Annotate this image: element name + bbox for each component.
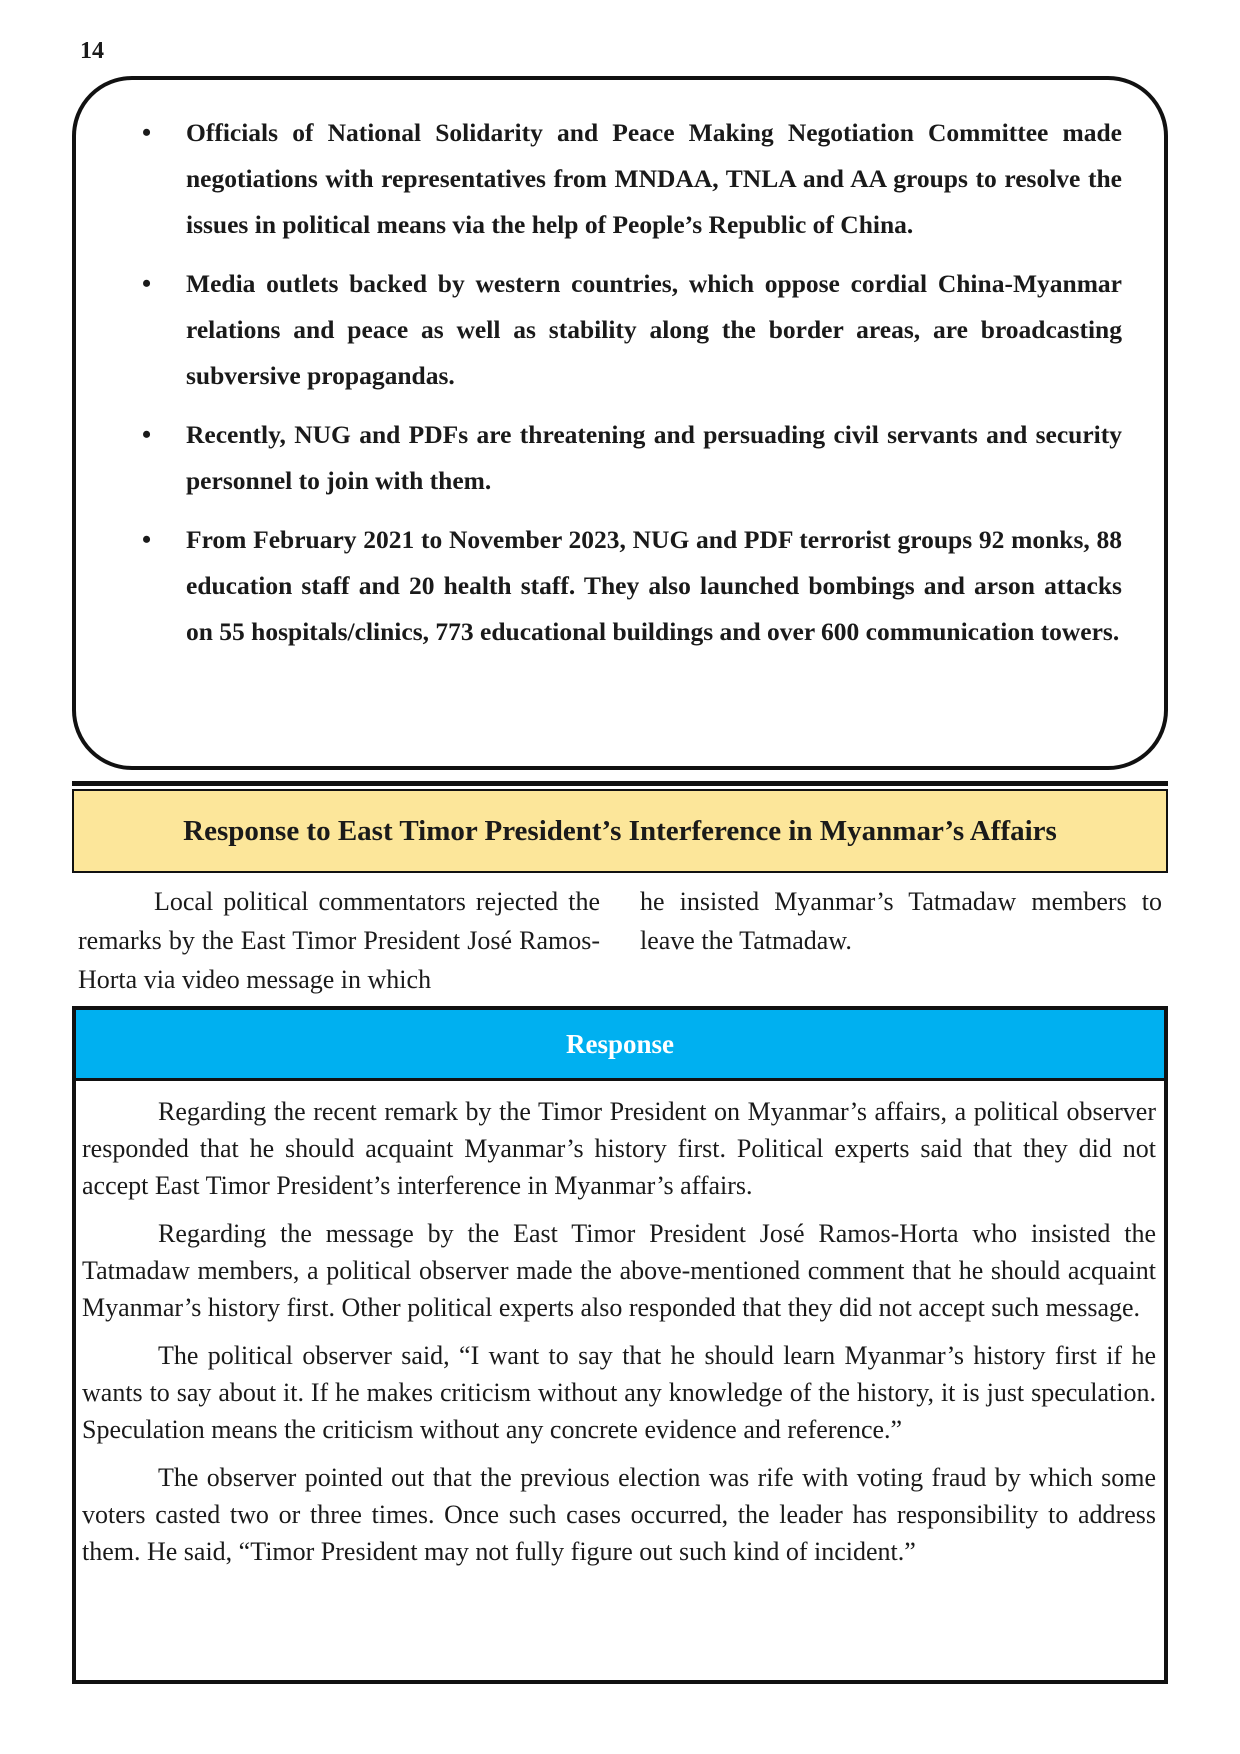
intro-column-left: Local political commentators rejected the remarks by the East Timor President José Ramos-Horta via video message in which [78, 887, 600, 994]
section-divider [72, 781, 1168, 786]
key-point-item: • Officials of National Solidarity and Peace Making Negotiation Committee made negotiations with representatives from MNDAA, TNLA and AA groups to resolve the issues in political means via the help of People’s Republic of China. [112, 110, 1122, 248]
intro-columns [78, 882, 1162, 992]
section-heading: Response to East Timor President’s Interference in Myanmar’s Affairs [72, 789, 1168, 873]
response-paragraph: Regarding the message by the East Timor President José Ramos-Horta who insisted the Tatmadaw members, a political observer made the above-mentioned comment that he should acquaint Myanmar’s history first. Other political experts also responded that they did not accept such message. [82, 1219, 1156, 1322]
response-title: Response [76, 1010, 1164, 1081]
page-number: 14 [80, 38, 104, 64]
key-point-item: • From February 2021 to November 2023, NUG and PDF terrorist groups 92 monks, 88 education staff and 20 health staff. They also launched bombings and arson attacks on 55 hospitals/clinics, 773 educational buildings and over 600 communication towers. [112, 517, 1122, 655]
key-point-item: • Media outlets backed by western countries, which oppose cordial China-Myanmar relations and peace as well as stability along the border areas, are broadcasting subversive propagandas. [112, 261, 1122, 399]
key-point-item: • Recently, NUG and PDFs are threatening and persuading civil servants and security personnel to join with them. [112, 412, 1122, 504]
response-paragraph: The political observer said, “I want to say that he should learn Myanmar’s history first if he wants to say about it. If he makes criticism without any knowledge of the history, it is just speculation. Speculation means the criticism without any concrete evidence and reference.” [82, 1341, 1156, 1444]
response-paragraph: Regarding the recent remark by the Timor President on Myanmar’s affairs, a political observer responded that he should acquaint Myanmar’s history first. Political experts said that they did not accept East Timor President’s interference in Myanmar’s affairs. [82, 1097, 1156, 1200]
key-points-box [72, 76, 1168, 770]
response-body [76, 1081, 1164, 1570]
response-box [72, 1006, 1168, 1684]
intro-column-right: he insisted Myanmar’s Tatmadaw members to leave the Tatmadaw. [640, 887, 1162, 955]
response-paragraph: The observer pointed out that the previous election was rife with voting fraud by which some voters casted two or three times. Once such cases occurred, the leader has responsibility to address them. He said, “Timor President may not fully figure out such kind of incident.” [82, 1463, 1156, 1566]
key-points-list [112, 110, 1122, 655]
